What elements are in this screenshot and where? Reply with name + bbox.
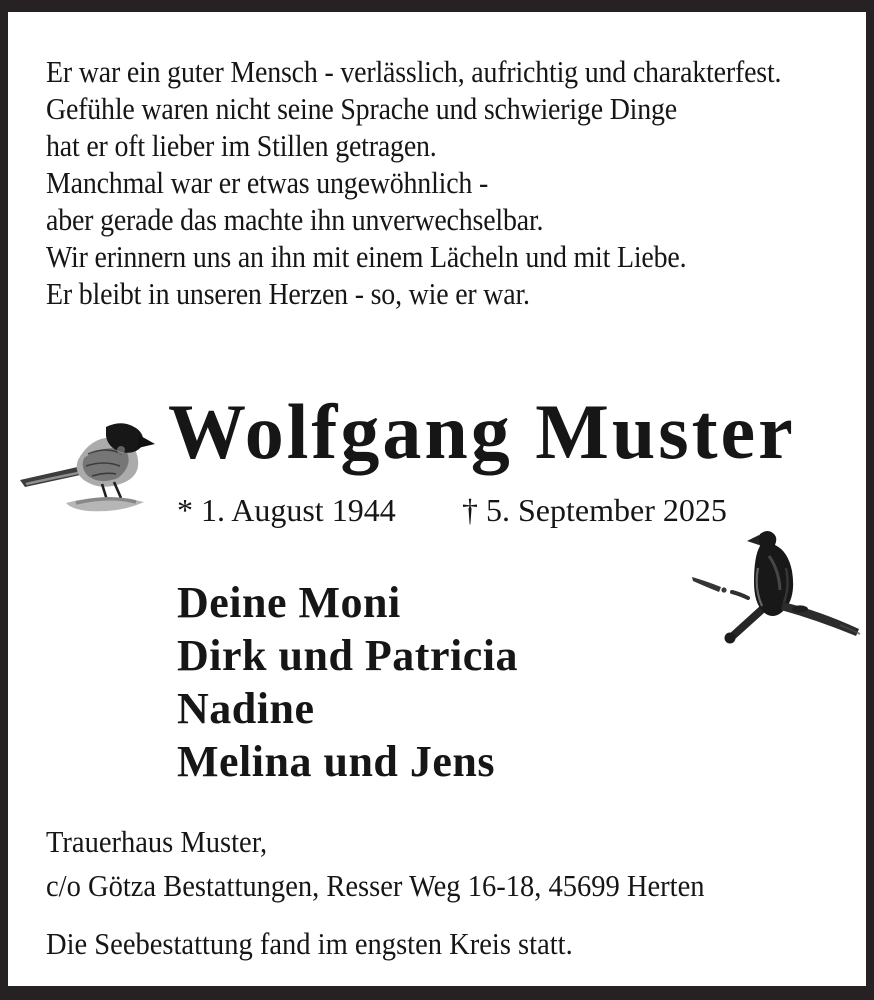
mourner-name: Nadine (177, 684, 315, 733)
funeral-home-address (46, 820, 705, 908)
birth-date: * 1. August 1944 (177, 492, 396, 528)
notice-paper (8, 12, 866, 986)
verse-line: Wir erinnern uns an ihn mit einem Lächeln und mit Liebe. (46, 239, 687, 274)
verse-line: Manchmal war er etwas ungewöhnlich - (46, 165, 489, 200)
mourners-list (177, 576, 518, 788)
funeral-home-line: c/o Götza Bestattungen, Resser Weg 16-18, 45699 Herten (46, 868, 705, 903)
mourner-name: Melina und Jens (177, 737, 496, 786)
death-date: † 5. September 2025 (462, 492, 727, 528)
deceased-name: Wolfgang Muster (168, 388, 796, 475)
verse-line: Er bleibt in unseren Herzen - so, wie er war. (46, 276, 530, 311)
mourner-name: Deine Moni (177, 578, 401, 627)
closing-note: Die Seebestattung fand im engsten Kreis statt. (46, 926, 573, 961)
bird-sketch-right-icon (690, 528, 868, 664)
funeral-home-line: Trauerhaus Muster, (46, 824, 268, 859)
verse-line: aber gerade das machte ihn unverwechselbar. (46, 202, 544, 237)
bird-sketch-left-icon (18, 420, 158, 524)
verse-line: Er war ein guter Mensch - verlässlich, aufrichtig und charakterfest. (46, 54, 782, 89)
mourner-name: Dirk und Patricia (177, 631, 518, 680)
memorial-verse (46, 53, 781, 312)
verse-line: hat er oft lieber im Stillen getragen. (46, 128, 437, 163)
verse-line: Gefühle waren nicht seine Sprache und schwierige Dinge (46, 91, 677, 126)
